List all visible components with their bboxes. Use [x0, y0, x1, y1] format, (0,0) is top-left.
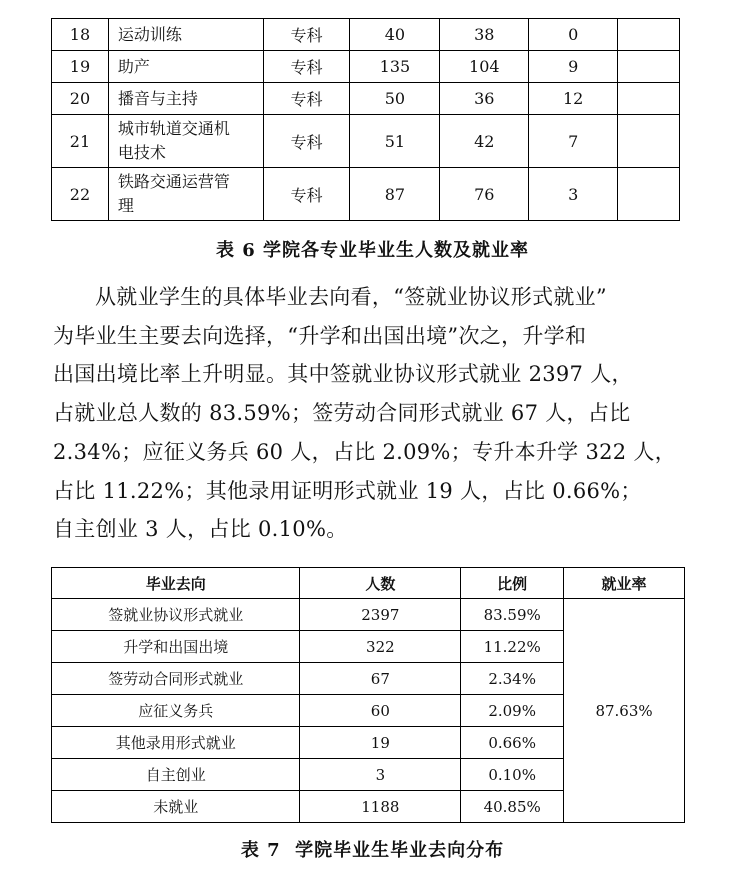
degree-level: 专科	[263, 168, 350, 221]
table-row	[52, 19, 680, 51]
destination: 自主创业	[52, 759, 300, 791]
destination: 签就业协议形式就业	[52, 599, 300, 631]
unemployed-count: 9	[529, 51, 618, 83]
employment-rate	[618, 51, 680, 83]
row-number: 22	[52, 168, 109, 221]
employment-rate	[618, 83, 680, 115]
destination: 签劳动合同形式就业	[52, 663, 300, 695]
employed-count: 38	[440, 19, 529, 51]
graduate-destination-table	[51, 567, 685, 823]
count: 2397	[300, 599, 461, 631]
destination: 升学和出国出境	[52, 631, 300, 663]
count: 67	[300, 663, 461, 695]
graduate-count: 51	[350, 115, 440, 168]
table-row	[52, 599, 685, 631]
paragraph-line-text: 从就业学生的具体毕业去向看，“签就业协议形式就业”	[95, 285, 607, 309]
table-row	[52, 83, 680, 115]
header-ratio: 比例	[461, 568, 564, 599]
ratio: 40.85%	[461, 791, 564, 823]
row-number: 21	[52, 115, 109, 168]
employment-rate	[618, 115, 680, 168]
graduate-count: 50	[350, 83, 440, 115]
major-name	[108, 168, 263, 221]
employment-rate	[618, 19, 680, 51]
destination: 未就业	[52, 791, 300, 823]
body-paragraph	[53, 278, 693, 549]
unemployed-count: 0	[529, 19, 618, 51]
graduate-count: 40	[350, 19, 440, 51]
unemployed-count: 12	[529, 83, 618, 115]
ratio: 83.59%	[461, 599, 564, 631]
paragraph-line: 占就业总人数的 83.59%；签劳动合同形式就业 67 人，占比	[53, 401, 631, 426]
table-row	[52, 115, 680, 168]
ratio: 11.22%	[461, 631, 564, 663]
employed-count: 42	[440, 115, 529, 168]
degree-level: 专科	[263, 19, 350, 51]
employed-count: 104	[440, 51, 529, 83]
paragraph-line	[53, 278, 693, 317]
major-name	[108, 115, 263, 168]
count: 60	[300, 695, 461, 727]
majors-table-continued	[51, 18, 680, 221]
table-7-caption: 表 7 学院毕业生毕业去向分布	[240, 840, 505, 861]
unemployed-count: 7	[529, 115, 618, 168]
table-6-caption: 表 6 学院各专业毕业生人数及就业率	[215, 240, 530, 261]
major-name: 运动训练	[108, 19, 263, 51]
destination: 其他录用形式就业	[52, 727, 300, 759]
employed-count: 76	[440, 168, 529, 221]
major-name-line: 理	[117, 196, 134, 215]
degree-level: 专科	[263, 83, 350, 115]
paragraph-line: 占比 11.22%；其他录用证明形式就业 19 人，占比 0.66%；	[53, 478, 642, 503]
degree-level: 专科	[263, 115, 350, 168]
count: 3	[300, 759, 461, 791]
paragraph-line: 为毕业生主要去向选择，“升学和出国出境”次之，升学和	[53, 323, 587, 348]
table-header-row	[52, 568, 685, 599]
row-number: 20	[52, 83, 109, 115]
ratio: 2.34%	[461, 663, 564, 695]
paragraph-line: 2.34%；应征义务兵 60 人，占比 2.09%；专升本升学 322 人，	[53, 439, 677, 464]
graduate-count: 87	[350, 168, 440, 221]
header-destination: 毕业去向	[52, 568, 300, 599]
ratio: 0.66%	[461, 727, 564, 759]
degree-level: 专科	[263, 51, 350, 83]
unemployed-count: 3	[529, 168, 618, 221]
count: 322	[300, 631, 461, 663]
count: 1188	[300, 791, 461, 823]
major-name-line: 城市轨道交通机	[117, 119, 230, 138]
employment-rate	[618, 168, 680, 221]
header-count: 人数	[300, 568, 461, 599]
destination: 应征义务兵	[52, 695, 300, 727]
major-name-line: 电技术	[117, 143, 166, 162]
graduate-count: 135	[350, 51, 440, 83]
table-row	[52, 168, 680, 221]
ratio: 0.10%	[461, 759, 564, 791]
ratio: 2.09%	[461, 695, 564, 727]
major-name: 助产	[108, 51, 263, 83]
major-name: 播音与主持	[108, 83, 263, 115]
paragraph-line: 出国出境比率上升明显。其中签就业协议形式就业 2397 人，	[53, 362, 633, 387]
paragraph-line: 自主创业 3 人，占比 0.10%。	[53, 517, 348, 542]
count: 19	[300, 727, 461, 759]
header-employment-rate: 就业率	[564, 568, 685, 599]
major-name-line: 铁路交通运营管	[117, 172, 230, 191]
overall-employment-rate: 87.63%	[564, 599, 685, 823]
table-row	[52, 51, 680, 83]
row-number: 18	[52, 19, 109, 51]
row-number: 19	[52, 51, 109, 83]
employed-count: 36	[440, 83, 529, 115]
